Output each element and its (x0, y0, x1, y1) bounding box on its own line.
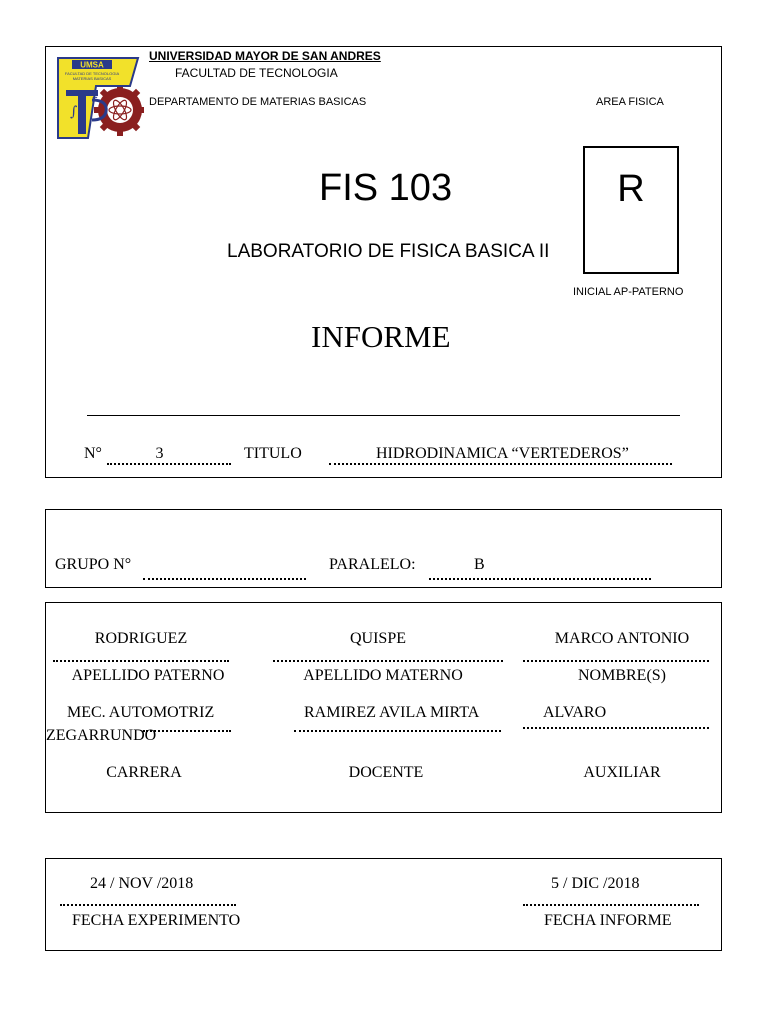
maternal-label: APELLIDO MATERNO (303, 667, 463, 684)
divider-line (87, 415, 680, 416)
university-name: UNIVERSIDAD MAYOR DE SAN ANDRES (149, 49, 381, 63)
names-label: NOMBRE(S) (577, 667, 666, 684)
maternal-line (273, 660, 503, 662)
svg-text:FACULTAD DE TECNOLOGIA: FACULTAD DE TECNOLOGIA (64, 71, 120, 76)
group-label: GRUPO N° (55, 556, 132, 573)
report-date-label: FECHA INFORME (544, 912, 672, 929)
svg-text:Σ: Σ (92, 91, 98, 100)
report-date: 5 / DIC /2018 (551, 875, 640, 892)
career-line (143, 730, 231, 732)
parallel-label: PARALELO: (329, 556, 416, 573)
group-line (143, 578, 306, 580)
career-label: CARRERA (106, 764, 182, 781)
report-number: 3 (155, 445, 164, 462)
report-number-label: N° (84, 445, 102, 462)
teacher-line (294, 730, 501, 732)
course-code: FIS 103 (319, 167, 453, 209)
teacher-value: RAMIREZ AVILA MIRTA (304, 704, 480, 721)
experiment-date-line (60, 904, 236, 906)
parallel-value: B (474, 556, 485, 573)
group-box (45, 509, 722, 588)
header-box (45, 46, 722, 478)
report-title-line (329, 463, 672, 465)
maternal-surname: QUISPE (349, 630, 406, 647)
report-title-label: TITULO (244, 445, 302, 462)
career-value: MEC. AUTOMOTRIZ (67, 704, 215, 721)
report-date-line (523, 904, 699, 906)
experiment-date: 24 / NOV /2018 (90, 875, 194, 892)
assistant-last: ZEGARRUNDO (46, 727, 157, 744)
names-line (523, 660, 709, 662)
assistant-first: ALVARO (543, 704, 607, 721)
student-box (45, 602, 722, 813)
svg-text:∫: ∫ (70, 104, 78, 120)
given-names: MARCO ANTONIO (554, 630, 690, 647)
initial-letter: R (617, 168, 645, 210)
umsa-logo-icon (52, 52, 144, 142)
report-number-line (107, 463, 231, 465)
parallel-line (429, 578, 651, 580)
faculty-name: FACULTAD DE TECNOLOGIA (175, 66, 338, 80)
area-name: AREA FISICA (596, 96, 664, 108)
svg-text:UMSA: UMSA (80, 60, 104, 70)
assistant-line (523, 727, 709, 729)
paternal-surname: RODRIGUEZ (94, 630, 188, 647)
dates-box (45, 858, 722, 951)
initial-label: INICIAL AP-PATERNO (573, 286, 684, 298)
umsa-logo (52, 52, 144, 142)
assistant-label: AUXILIAR (583, 764, 661, 781)
paternal-line (53, 660, 229, 662)
document-type: INFORME (311, 319, 451, 354)
teacher-label: DOCENTE (348, 764, 424, 781)
initial-box (583, 146, 679, 274)
lab-name: LABORATORIO DE FISICA BASICA II (227, 241, 550, 262)
svg-text:MATERIAS BASICAS: MATERIAS BASICAS (72, 76, 112, 81)
paternal-label: APELLIDO PATERNO (71, 667, 225, 684)
experiment-date-label: FECHA EXPERIMENTO (72, 912, 241, 929)
report-title: HIDRODINAMICA “VERTEDEROS” (376, 445, 629, 462)
department-name: DEPARTAMENTO DE MATERIAS BASICAS (149, 96, 367, 108)
